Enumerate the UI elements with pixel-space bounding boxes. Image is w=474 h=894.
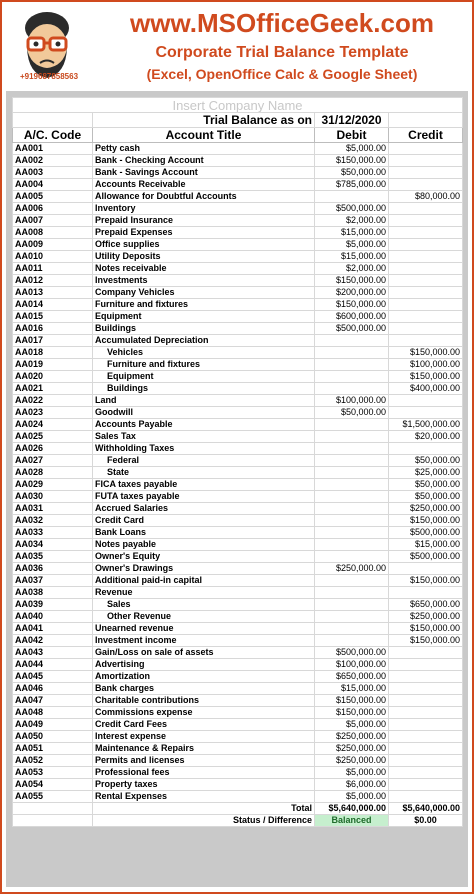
account-title-cell[interactable]: Buildings	[93, 383, 315, 395]
table-row	[13, 551, 463, 563]
credit-cell[interactable]: $50,000.00	[389, 491, 463, 503]
table-row	[13, 743, 463, 755]
account-code-cell[interactable]: AA045	[13, 671, 93, 683]
account-title-cell[interactable]: Federal	[93, 455, 315, 467]
account-code-cell[interactable]: AA044	[13, 659, 93, 671]
table-row	[13, 623, 463, 635]
account-code-cell[interactable]: AA055	[13, 791, 93, 803]
debit-cell[interactable]	[315, 599, 389, 611]
credit-cell[interactable]	[389, 563, 463, 575]
account-code-cell[interactable]: AA020	[13, 371, 93, 383]
account-title-cell[interactable]: Prepaid Insurance	[93, 215, 315, 227]
credit-cell[interactable]: $50,000.00	[389, 455, 463, 467]
credit-cell[interactable]: $50,000.00	[389, 479, 463, 491]
table-row	[13, 479, 463, 491]
debit-cell[interactable]: $500,000.00	[315, 647, 389, 659]
table-row	[13, 647, 463, 659]
debit-cell[interactable]	[315, 443, 389, 455]
table-row	[13, 635, 463, 647]
table-row	[13, 659, 463, 671]
account-code-cell[interactable]: AA054	[13, 779, 93, 791]
table-row	[13, 707, 463, 719]
account-code-cell[interactable]: AA034	[13, 539, 93, 551]
account-code-cell[interactable]: AA003	[13, 167, 93, 179]
debit-cell[interactable]	[315, 419, 389, 431]
table-row	[13, 431, 463, 443]
account-code-cell[interactable]: AA043	[13, 647, 93, 659]
debit-cell[interactable]	[315, 455, 389, 467]
credit-cell[interactable]	[389, 743, 463, 755]
table-row	[13, 227, 463, 239]
account-title-cell[interactable]: Credit Card	[93, 515, 315, 527]
table-row	[13, 143, 463, 155]
credit-cell[interactable]	[389, 395, 463, 407]
account-title-cell[interactable]: Accounts Payable	[93, 419, 315, 431]
table-row	[13, 239, 463, 251]
credit-cell[interactable]	[389, 443, 463, 455]
account-code-cell[interactable]: AA009	[13, 239, 93, 251]
credit-cell[interactable]	[389, 755, 463, 767]
account-code-cell[interactable]: AA033	[13, 527, 93, 539]
account-code-cell[interactable]: AA053	[13, 767, 93, 779]
template-subtitle: (Excel, OpenOffice Calc & Google Sheet)	[146, 66, 418, 82]
debit-cell[interactable]	[315, 335, 389, 347]
account-code-cell[interactable]: AA001	[13, 143, 93, 155]
account-title-cell[interactable]: Investment income	[93, 635, 315, 647]
table-row	[13, 215, 463, 227]
account-code-cell[interactable]: AA040	[13, 611, 93, 623]
table-row	[13, 503, 463, 515]
account-title-cell[interactable]: Rental Expenses	[93, 791, 315, 803]
account-code-cell[interactable]: AA013	[13, 287, 93, 299]
debit-cell[interactable]	[315, 503, 389, 515]
column-header-title: Account Title	[93, 128, 315, 143]
debit-cell[interactable]	[315, 467, 389, 479]
spreadsheet	[6, 91, 468, 887]
credit-cell[interactable]	[389, 779, 463, 791]
debit-cell[interactable]: $5,000.00	[315, 767, 389, 779]
status-badge: Balanced	[315, 815, 389, 827]
account-code-cell[interactable]: AA025	[13, 431, 93, 443]
account-title-cell[interactable]: Owner's Drawings	[93, 563, 315, 575]
debit-cell[interactable]: $250,000.00	[315, 731, 389, 743]
debit-cell[interactable]: $100,000.00	[315, 395, 389, 407]
table-row	[13, 191, 463, 203]
table-row	[13, 167, 463, 179]
credit-cell[interactable]	[389, 311, 463, 323]
table-row	[13, 359, 463, 371]
table-row	[13, 155, 463, 167]
account-title-cell[interactable]: Bank Loans	[93, 527, 315, 539]
debit-cell[interactable]: $6,000.00	[315, 779, 389, 791]
account-title-cell[interactable]: Gain/Loss on sale of assets	[93, 647, 315, 659]
account-code-cell[interactable]: AA012	[13, 275, 93, 287]
debit-cell[interactable]	[315, 527, 389, 539]
table-row	[13, 515, 463, 527]
debit-cell[interactable]	[315, 359, 389, 371]
debit-cell[interactable]: $150,000.00	[315, 275, 389, 287]
debit-cell[interactable]: $650,000.00	[315, 671, 389, 683]
header	[2, 2, 472, 88]
table-row	[13, 755, 463, 767]
account-title-cell[interactable]: Other Revenue	[93, 611, 315, 623]
account-code-cell[interactable]: AA008	[13, 227, 93, 239]
account-title-cell[interactable]: Commissions expense	[93, 707, 315, 719]
debit-cell[interactable]: $600,000.00	[315, 311, 389, 323]
account-code-cell[interactable]: AA049	[13, 719, 93, 731]
account-code-cell[interactable]: AA052	[13, 755, 93, 767]
total-label: Total	[93, 803, 315, 815]
credit-cell[interactable]	[389, 659, 463, 671]
account-code-cell[interactable]: AA026	[13, 443, 93, 455]
account-title-cell[interactable]: Interest expense	[93, 731, 315, 743]
table-row	[13, 671, 463, 683]
credit-cell[interactable]: $1,500,000.00	[389, 419, 463, 431]
account-title-cell[interactable]: Allowance for Doubtful Accounts	[93, 191, 315, 203]
credit-cell[interactable]	[389, 683, 463, 695]
debit-cell[interactable]	[315, 611, 389, 623]
account-title-cell[interactable]: Vehicles	[93, 347, 315, 359]
credit-cell[interactable]	[389, 731, 463, 743]
account-rows	[13, 143, 463, 803]
table-row	[13, 575, 463, 587]
debit-cell[interactable]: $150,000.00	[315, 707, 389, 719]
account-title-cell[interactable]: Equipment	[93, 371, 315, 383]
credit-cell[interactable]	[389, 335, 463, 347]
debit-cell[interactable]	[315, 635, 389, 647]
debit-cell[interactable]: $2,000.00	[315, 263, 389, 275]
account-title-cell[interactable]: Bank - Checking Account	[93, 155, 315, 167]
account-title-cell[interactable]: Credit Card Fees	[93, 719, 315, 731]
table-row	[13, 599, 463, 611]
debit-cell[interactable]: $250,000.00	[315, 755, 389, 767]
account-code-cell[interactable]: AA041	[13, 623, 93, 635]
table-row	[13, 731, 463, 743]
credit-cell[interactable]	[389, 323, 463, 335]
account-title-cell[interactable]: Investments	[93, 275, 315, 287]
debit-cell[interactable]	[315, 191, 389, 203]
debit-cell[interactable]: $250,000.00	[315, 563, 389, 575]
account-code-cell[interactable]: AA051	[13, 743, 93, 755]
account-code-cell[interactable]: AA036	[13, 563, 93, 575]
account-code-cell[interactable]: AA029	[13, 479, 93, 491]
account-code-cell[interactable]: AA032	[13, 515, 93, 527]
table-row	[13, 455, 463, 467]
table-row	[13, 611, 463, 623]
table-row	[13, 683, 463, 695]
credit-cell[interactable]: $500,000.00	[389, 551, 463, 563]
table-row	[13, 347, 463, 359]
account-code-cell[interactable]: AA014	[13, 299, 93, 311]
account-title-cell[interactable]: Utility Deposits	[93, 251, 315, 263]
table-row	[13, 335, 463, 347]
account-title-cell[interactable]: Unearned revenue	[93, 623, 315, 635]
credit-cell[interactable]	[389, 179, 463, 191]
table-row	[13, 539, 463, 551]
account-code-cell[interactable]: AA031	[13, 503, 93, 515]
debit-cell[interactable]: $2,000.00	[315, 215, 389, 227]
credit-cell[interactable]	[389, 227, 463, 239]
debit-cell[interactable]: $50,000.00	[315, 407, 389, 419]
account-title-cell[interactable]: Additional paid-in capital	[93, 575, 315, 587]
credit-cell[interactable]: $150,000.00	[389, 635, 463, 647]
credit-cell[interactable]: $400,000.00	[389, 383, 463, 395]
account-code-cell[interactable]: AA022	[13, 395, 93, 407]
debit-cell[interactable]: $500,000.00	[315, 323, 389, 335]
column-header-code: A/C. Code	[13, 128, 93, 143]
debit-cell[interactable]: $15,000.00	[315, 227, 389, 239]
credit-cell[interactable]	[389, 791, 463, 803]
account-code-cell[interactable]: AA007	[13, 215, 93, 227]
table-row	[13, 527, 463, 539]
table-row	[13, 719, 463, 731]
credit-cell[interactable]	[389, 767, 463, 779]
debit-cell[interactable]	[315, 551, 389, 563]
debit-cell[interactable]	[315, 515, 389, 527]
debit-cell[interactable]	[315, 491, 389, 503]
account-title-cell[interactable]: Furniture and fixtures	[93, 299, 315, 311]
account-title-cell[interactable]: Bank charges	[93, 683, 315, 695]
debit-cell[interactable]: $150,000.00	[315, 695, 389, 707]
account-code-cell[interactable]: AA048	[13, 707, 93, 719]
account-title-cell[interactable]: Permits and licenses	[93, 755, 315, 767]
account-code-cell[interactable]: AA042	[13, 635, 93, 647]
account-title-cell[interactable]: Prepaid Expenses	[93, 227, 315, 239]
table-row	[13, 323, 463, 335]
account-code-cell[interactable]: AA018	[13, 347, 93, 359]
debit-cell[interactable]: $50,000.00	[315, 167, 389, 179]
table-row	[13, 203, 463, 215]
account-title-cell[interactable]: Accounts Receivable	[93, 179, 315, 191]
debit-cell[interactable]: $150,000.00	[315, 299, 389, 311]
table-row	[13, 383, 463, 395]
account-title-cell[interactable]: FICA taxes payable	[93, 479, 315, 491]
account-code-cell[interactable]: AA017	[13, 335, 93, 347]
credit-cell[interactable]: $15,000.00	[389, 539, 463, 551]
account-code-cell[interactable]: AA024	[13, 419, 93, 431]
table-row	[13, 695, 463, 707]
debit-cell[interactable]: $785,000.00	[315, 179, 389, 191]
debit-cell[interactable]	[315, 623, 389, 635]
account-title-cell[interactable]: Professional fees	[93, 767, 315, 779]
account-code-cell[interactable]: AA035	[13, 551, 93, 563]
account-title-cell[interactable]: Property taxes	[93, 779, 315, 791]
credit-cell[interactable]	[389, 263, 463, 275]
account-title-cell[interactable]: Maintenance & Repairs	[93, 743, 315, 755]
credit-cell[interactable]: $250,000.00	[389, 503, 463, 515]
table-row	[13, 275, 463, 287]
credit-cell[interactable]: $250,000.00	[389, 611, 463, 623]
debit-cell[interactable]: $15,000.00	[315, 683, 389, 695]
credit-cell[interactable]	[389, 299, 463, 311]
account-code-cell[interactable]: AA011	[13, 263, 93, 275]
credit-cell[interactable]: $650,000.00	[389, 599, 463, 611]
credit-cell[interactable]	[389, 407, 463, 419]
credit-cell[interactable]: $25,000.00	[389, 467, 463, 479]
account-title-cell[interactable]: Notes receivable	[93, 263, 315, 275]
debit-cell[interactable]	[315, 431, 389, 443]
account-code-cell[interactable]: AA037	[13, 575, 93, 587]
account-title-cell[interactable]: Accrued Salaries	[93, 503, 315, 515]
difference-value: $0.00	[389, 815, 463, 827]
account-code-cell[interactable]: AA016	[13, 323, 93, 335]
account-title-cell[interactable]: Accumulated Depreciation	[93, 335, 315, 347]
account-code-cell[interactable]: AA005	[13, 191, 93, 203]
account-title-cell[interactable]: Equipment	[93, 311, 315, 323]
credit-cell[interactable]	[389, 695, 463, 707]
account-code-cell[interactable]: AA039	[13, 599, 93, 611]
template-title: Corporate Trial Balance Template	[155, 44, 409, 61]
account-title-cell[interactable]: Inventory	[93, 203, 315, 215]
account-code-cell[interactable]: AA004	[13, 179, 93, 191]
account-code-cell[interactable]: AA002	[13, 155, 93, 167]
debit-cell[interactable]: $5,000.00	[315, 143, 389, 155]
account-title-cell[interactable]: Notes payable	[93, 539, 315, 551]
account-title-cell[interactable]: Goodwill	[93, 407, 315, 419]
account-title-cell[interactable]: Office supplies	[93, 239, 315, 251]
account-title-cell[interactable]: Bank - Savings Account	[93, 167, 315, 179]
account-code-cell[interactable]: AA023	[13, 407, 93, 419]
account-title-cell[interactable]: Sales Tax	[93, 431, 315, 443]
table-row	[13, 251, 463, 263]
trial-balance-table	[12, 97, 463, 827]
credit-cell[interactable]: $150,000.00	[389, 515, 463, 527]
debit-cell[interactable]	[315, 347, 389, 359]
account-title-cell[interactable]: Company Vehicles	[93, 287, 315, 299]
account-title-cell[interactable]: State	[93, 467, 315, 479]
credit-cell[interactable]	[389, 287, 463, 299]
table-row	[13, 419, 463, 431]
column-header-debit: Debit	[315, 128, 389, 143]
account-code-cell[interactable]: AA038	[13, 587, 93, 599]
account-title-cell[interactable]: Advertising	[93, 659, 315, 671]
as-of-date-cell[interactable]: 31/12/2020	[315, 113, 389, 128]
account-title-cell[interactable]: Petty cash	[93, 143, 315, 155]
debit-cell[interactable]: $5,000.00	[315, 239, 389, 251]
account-code-cell[interactable]: AA019	[13, 359, 93, 371]
debit-cell[interactable]	[315, 587, 389, 599]
account-title-cell[interactable]: Amortization	[93, 671, 315, 683]
credit-cell[interactable]	[389, 647, 463, 659]
account-title-cell[interactable]: Land	[93, 395, 315, 407]
credit-cell[interactable]	[389, 251, 463, 263]
status-label: Status / Difference	[93, 815, 315, 827]
geek-avatar-logo	[10, 8, 84, 82]
table-row	[13, 563, 463, 575]
account-title-cell[interactable]: Owner's Equity	[93, 551, 315, 563]
account-code-cell[interactable]: AA021	[13, 383, 93, 395]
debit-cell[interactable]: $15,000.00	[315, 251, 389, 263]
company-name-cell[interactable]: Insert Company Name	[13, 98, 463, 113]
account-code-cell[interactable]: AA015	[13, 311, 93, 323]
debit-cell[interactable]: $5,000.00	[315, 791, 389, 803]
debit-cell[interactable]: $5,000.00	[315, 719, 389, 731]
account-code-cell[interactable]: AA010	[13, 251, 93, 263]
account-code-cell[interactable]: AA050	[13, 731, 93, 743]
table-row	[13, 311, 463, 323]
credit-cell[interactable]	[389, 215, 463, 227]
table-row	[13, 767, 463, 779]
credit-cell[interactable]	[389, 155, 463, 167]
account-title-cell[interactable]: Charitable contributions	[93, 695, 315, 707]
table-row	[13, 263, 463, 275]
debit-cell[interactable]	[315, 383, 389, 395]
debit-cell[interactable]	[315, 539, 389, 551]
account-title-cell[interactable]: Sales	[93, 599, 315, 611]
table-row	[13, 491, 463, 503]
credit-cell[interactable]	[389, 275, 463, 287]
credit-cell[interactable]	[389, 719, 463, 731]
table-row	[13, 179, 463, 191]
as-of-label: Trial Balance as on	[93, 113, 315, 128]
account-code-cell[interactable]: AA030	[13, 491, 93, 503]
credit-cell[interactable]: $150,000.00	[389, 575, 463, 587]
account-title-cell[interactable]: Revenue	[93, 587, 315, 599]
debit-cell[interactable]	[315, 575, 389, 587]
debit-cell[interactable]	[315, 371, 389, 383]
table-row	[13, 779, 463, 791]
credit-cell[interactable]	[389, 167, 463, 179]
credit-cell[interactable]: $150,000.00	[389, 347, 463, 359]
account-code-cell[interactable]: AA028	[13, 467, 93, 479]
credit-cell[interactable]: $500,000.00	[389, 527, 463, 539]
account-code-cell[interactable]: AA027	[13, 455, 93, 467]
table-row	[13, 791, 463, 803]
credit-cell[interactable]	[389, 587, 463, 599]
account-title-cell[interactable]: Withholding Taxes	[93, 443, 315, 455]
table-row	[13, 407, 463, 419]
credit-cell[interactable]	[389, 203, 463, 215]
site-title[interactable]: www.MSOfficeGeek.com	[130, 8, 434, 38]
table-row	[13, 395, 463, 407]
table-row	[13, 443, 463, 455]
credit-cell[interactable]	[389, 239, 463, 251]
table-row	[13, 371, 463, 383]
debit-cell[interactable]: $100,000.00	[315, 659, 389, 671]
credit-cell[interactable]	[389, 707, 463, 719]
total-debit: $5,640,000.00	[315, 803, 389, 815]
table-row	[13, 287, 463, 299]
table-row	[13, 587, 463, 599]
credit-cell[interactable]: $20,000.00	[389, 431, 463, 443]
debit-cell[interactable]: $500,000.00	[315, 203, 389, 215]
credit-cell[interactable]: $150,000.00	[389, 623, 463, 635]
credit-cell[interactable]: $80,000.00	[389, 191, 463, 203]
account-code-cell[interactable]: AA046	[13, 683, 93, 695]
account-title-cell[interactable]: FUTA taxes payable	[93, 491, 315, 503]
debit-cell[interactable]	[315, 479, 389, 491]
account-code-cell[interactable]: AA047	[13, 695, 93, 707]
credit-cell[interactable]	[389, 671, 463, 683]
column-header-credit: Credit	[389, 128, 463, 143]
account-title-cell[interactable]: Buildings	[93, 323, 315, 335]
debit-cell[interactable]: $250,000.00	[315, 743, 389, 755]
total-credit: $5,640,000.00	[389, 803, 463, 815]
credit-cell[interactable]	[389, 143, 463, 155]
phone-number: +919687858563	[19, 72, 79, 81]
account-code-cell[interactable]: AA006	[13, 203, 93, 215]
table-row	[13, 299, 463, 311]
account-title-cell[interactable]: Furniture and fixtures	[93, 359, 315, 371]
debit-cell[interactable]: $150,000.00	[315, 155, 389, 167]
debit-cell[interactable]: $200,000.00	[315, 287, 389, 299]
credit-cell[interactable]: $150,000.00	[389, 371, 463, 383]
table-row	[13, 467, 463, 479]
credit-cell[interactable]: $100,000.00	[389, 359, 463, 371]
